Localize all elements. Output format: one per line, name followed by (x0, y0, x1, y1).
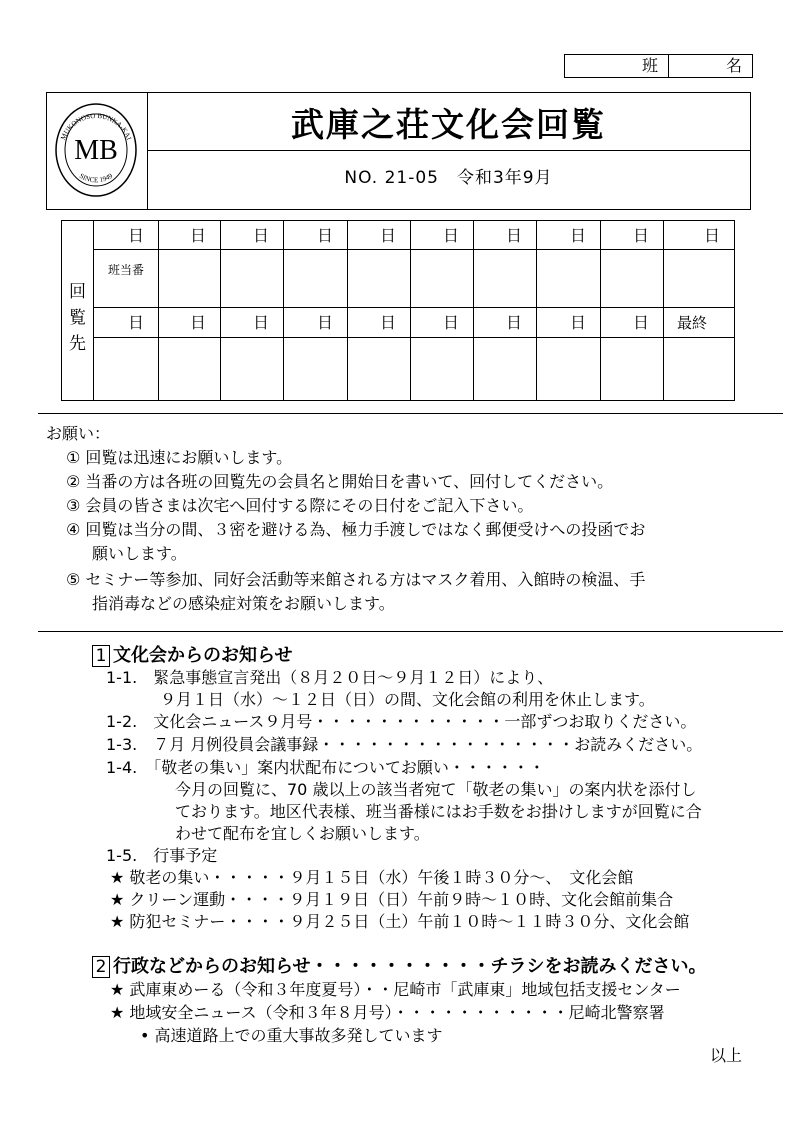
column-divider (600, 221, 601, 400)
requests-heading: お願い： (46, 424, 111, 443)
page-title: 武庫之荘文化会回覧 (291, 105, 606, 144)
circulation-label (62, 221, 94, 400)
logo-arc-text: MUKONOSO BUNKA-KAI (59, 111, 133, 142)
day-label: 日 (632, 313, 649, 332)
column-divider (220, 221, 221, 400)
circulation-label-1: 回 (69, 282, 86, 302)
column-divider (410, 221, 411, 400)
section2-title: 行政などからのお知らせ・・・・・・・・・・チラシをお読みください。 (113, 956, 707, 977)
day-label: 日 (569, 226, 586, 245)
row-divider (93, 249, 734, 250)
section1-heading (92, 645, 292, 667)
notice-line: ております。地区代表様、班当番様にはお手数をお掛けしますが回覧に合 (175, 802, 702, 821)
row-divider (93, 337, 734, 338)
group-label: 班 (565, 55, 669, 77)
notice-line: ★ 武庫東めーる（令和３年度夏号）・・尼崎市「武庫東」地域包括支援センター (110, 980, 681, 999)
request-item: ⑤ セミナー等参加、同好会活動等来館される方はマスク着用、入館時の検温、手 (66, 570, 646, 589)
day-label: 日 (569, 313, 586, 332)
section2-number: 2 (92, 956, 110, 978)
day-label: 日 (127, 313, 144, 332)
group-name-box (564, 54, 753, 78)
divider (38, 413, 783, 414)
circulation-label-3: 先 (69, 334, 86, 354)
request-item: ② 当番の方は各班の回覧先の会員名と開始日を書いて、回付してください。 (66, 472, 614, 491)
duty-label: 班当番 (108, 263, 145, 277)
event-line: ★ クリーン運動・・・・９月１９日（日）午前９時～１０時、文化会館前集合 (110, 890, 674, 909)
day-label: 日 (442, 313, 459, 332)
end-mark: 以上 (710, 1046, 743, 1065)
day-label: 日 (252, 226, 269, 245)
last-label: 最終 (677, 314, 708, 332)
column-divider (536, 221, 537, 400)
day-label: 日 (505, 226, 522, 245)
notice-line: 今月の回覧に、70 歳以上の該当者宛て「敬老の集い」の案内状を添付し (175, 780, 697, 799)
notice-line: 1-5. 行事予定 (106, 846, 218, 865)
circulation-table (61, 220, 735, 401)
request-item: ① 回覧は迅速にお願いします。 (66, 448, 293, 467)
title-area (147, 93, 750, 151)
notice-line: ９月１日（水）～１２日（日）の間、文化会館の利用を休止します。 (160, 690, 655, 709)
day-label: 日 (189, 313, 206, 332)
day-label: 日 (379, 226, 396, 245)
column-divider (347, 221, 348, 400)
notice-line: 1-4. 「敬老の集い」案内状配布についてお願い・・・・・・ (106, 758, 545, 777)
issue-number: NO. 21-05 令和3年9月 (344, 168, 553, 188)
section1-number: 1 (92, 645, 110, 667)
request-item-cont: 願いします。 (92, 544, 187, 563)
logo-since-text: SINCE 1949 (77, 171, 115, 185)
notice-line: わせて配布を宜しくお願いします。 (175, 824, 430, 843)
column-divider (663, 221, 664, 400)
request-item-cont: 指消毒などの感染症対策をお願いします。 (92, 594, 395, 613)
notice-line: • 高速道路上での重大事故多発しています (140, 1026, 443, 1045)
name-label: 名 (725, 56, 742, 75)
day-label: 日 (189, 226, 206, 245)
day-label: 日 (316, 226, 333, 245)
section1-title: 文化会からのお知らせ (113, 645, 293, 666)
divider (38, 631, 783, 632)
logo-initials: MB (74, 135, 118, 166)
request-item: ④ 回覧は当分の間、３密を避ける為、極力手渡しではなく郵便受けへの投函でお (66, 520, 646, 539)
logo-cell (47, 93, 148, 209)
day-label: 日 (442, 226, 459, 245)
notice-line: ★ 地域安全ニュース（令和３年８月号）・・・・・・・・・・・尼崎北警察署 (110, 1003, 665, 1022)
day-label: 日 (632, 226, 649, 245)
logo-seal-icon (54, 101, 138, 199)
day-label: 日 (703, 226, 720, 245)
event-line: ★ 防犯セミナー・・・・９月２５日（土）午前１０時～１１時３０分、文化会館 (110, 912, 690, 931)
request-item: ③ 会員の皆さまは次宅へ回付する際にその日付をご記入下さい。 (66, 496, 534, 515)
event-line: ★ 敬老の集い・・・・・９月１５日（水）午後１時３０分～、 文化会館 (110, 868, 634, 887)
circulation-label-2: 覧 (69, 308, 86, 328)
day-label: 日 (379, 313, 396, 332)
day-label: 日 (127, 226, 144, 245)
notice-line: 1-2. 文化会ニュース９月号・・・・・・・・・・・・一部ずつお取りください。 (106, 712, 697, 731)
notice-line: 1-1. 緊急事態宣言発出（８月２０日～９月１２日）により、 (106, 668, 554, 687)
notice-line: 1-3. ７月 月例役員会議事録・・・・・・・・・・・・・・・・お読みください。 (106, 735, 703, 754)
day-label: 日 (505, 313, 522, 332)
row-divider (93, 307, 734, 308)
column-divider (158, 221, 159, 400)
day-label: 日 (316, 313, 333, 332)
section2-heading (92, 956, 706, 978)
column-divider (473, 221, 474, 400)
column-divider (283, 221, 284, 400)
header-box (46, 92, 751, 210)
day-label: 日 (252, 313, 269, 332)
